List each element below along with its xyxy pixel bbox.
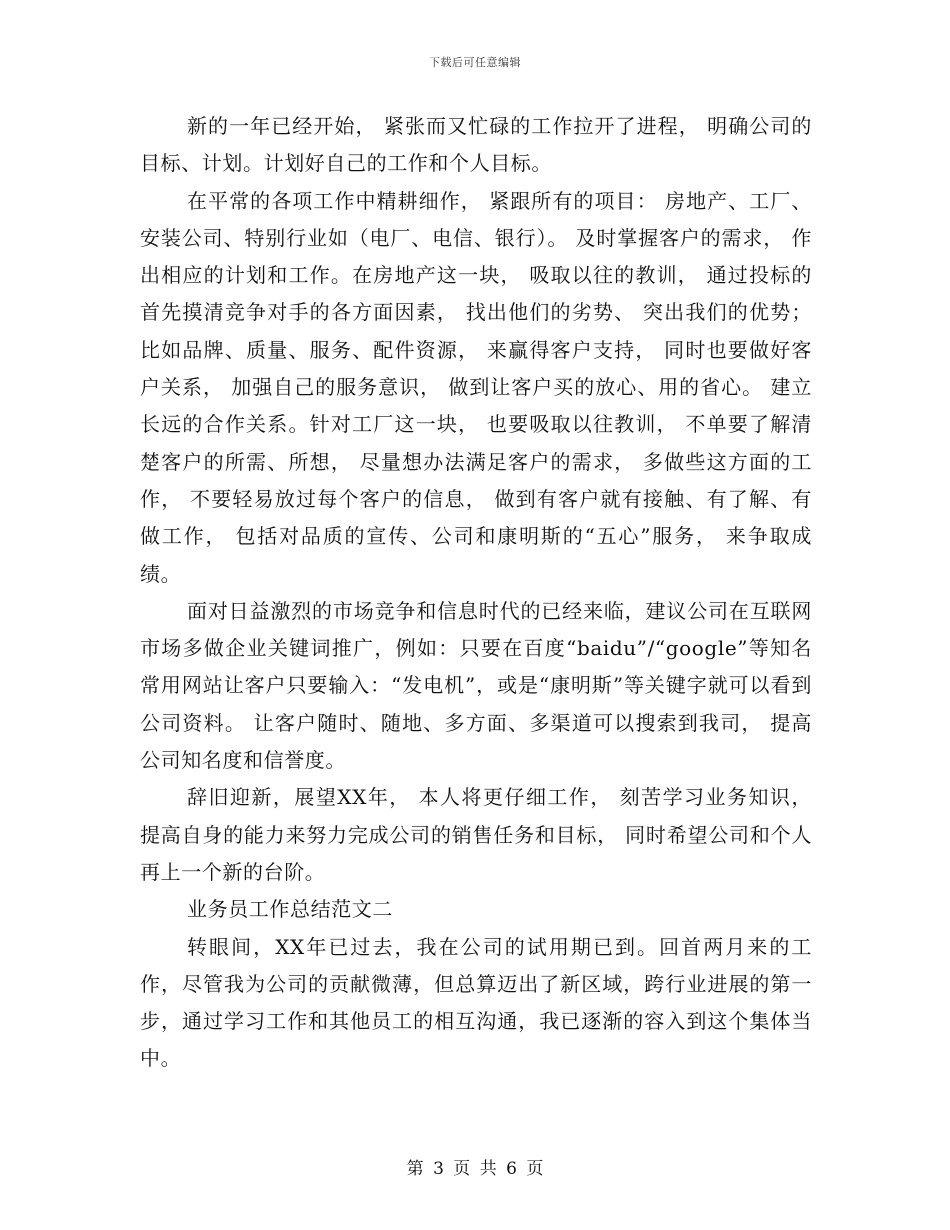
paragraph-intro: 新的一年已经开始， 紧张而又忙碌的工作拉开了进程， 明确公司的目标、计划。计划好自己的工作和个人目标。	[140, 114, 812, 176]
paragraph-probation: 转眼间，XX年已过去，我在公司的试用期已到。回首两月来的工作，尽管我为公司的贡献微薄，但总算迈出了新区域，跨行业进展的第一步，通过学习工作和其他员工的相互沟通，我已逐渐的容入到这个集体当中。	[140, 934, 812, 1071]
paragraph-internet-promotion: 面对日益激烈的市场竞争和信息时代的已经来临，建议公司在互联网市场多做企业关键词推广，例如：只要在百度“baidu”/“google”等知名常用网站让客户只要输入：“发电机”，或是“康明斯”等关键字就可以看到公司资料。 让客户随时、随地、多方面、多渠道可以搜索到我司， 提高公司知名度和信誉度。	[140, 598, 812, 773]
paragraph-new-year: 辞旧迎新，展望XX年， 本人将更仔细工作， 刻苦学习业务知识， 提高自身的能力来努力完成公司的销售任务和目标， 同时希望公司和个人再上一个新的台阶。	[140, 785, 812, 884]
document-body	[140, 108, 812, 1078]
page-footer: 第 3 页 共 6 页	[406, 1159, 544, 1179]
page-header: 下载后可任意编辑	[429, 56, 521, 69]
section-heading: 业务员工作总结范文二	[187, 897, 393, 922]
paragraph-projects: 在平常的各项工作中精耕细作， 紧跟所有的项目： 房地产、工厂、安装公司、特别行业如（电厂、电信、银行）。 及时掌握客户的需求， 作出相应的计划和工作。在房地产这一块， 吸取以往的教训， 通过投标的首先摸清竞争对手的各方面因素， 找出他们的劣势、 突出我们的优势； 比如品牌、质量、服务、配件资源， 来赢得客户支持， 同时也要做好客户关系， 加强自己的服务意识， 做到让客户买的放心、用的省心。 建立长远的合作关系。针对工厂这一块， 也要吸取以往教训， 不单要了解清楚客户的所需、所想， 尽量想办法满足客户的需求， 多做些这方面的工作， 不要轻易放过每个客户的信息， 做到有客户就有接触、有了解、有做工作， 包括对品质的宣传、公司和康明斯的“五心”服务， 来争取成绩。	[140, 188, 812, 586]
